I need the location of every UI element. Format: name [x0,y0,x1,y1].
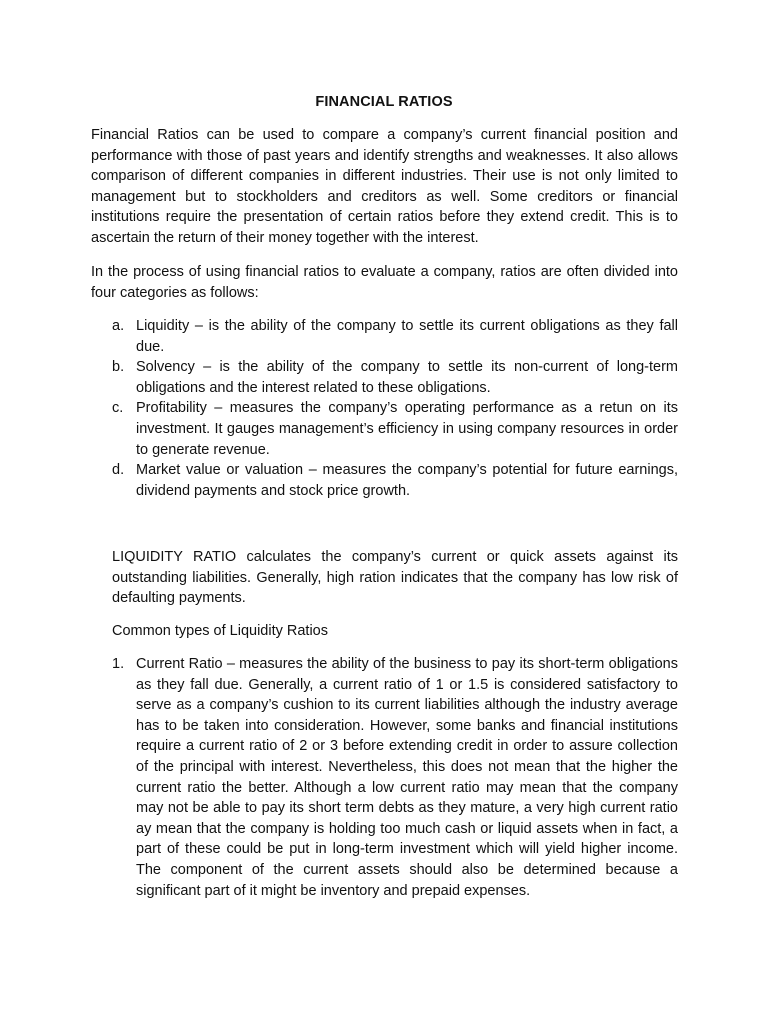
liquidity-types-list [112,654,678,901]
list-marker: a. [112,318,125,334]
list-item [112,316,678,357]
list-item [112,460,678,501]
list-item-text: Profitability – measures the company’s operating performance as a retun on its investment. It gauges management’s efficiency in using company resources in order to generate revenue. [136,400,678,458]
list-marker: d. [112,462,125,479]
liquidity-types-heading: Common types of Liquidity Ratios [112,623,328,639]
intro-paragraph: Financial Ratios can be used to compare a company’s current financial position and performance with those of past years and identify strengths and weaknesses. It also allows comparison of different companies in different industries. Their use is not only limited to management but to stockholders and creditors as well. Some creditors or financial institutions require the presentation of certain ratios before they extend credit. This is to ascertain the return of their money together with the interest. [91,127,678,246]
page-title: FINANCIAL RATIOS [315,94,453,110]
list-marker: c. [112,400,124,417]
list-item [112,357,678,398]
list-item [112,654,678,901]
list-item-text: Current Ratio – measures the ability of the business to pay its short-term obligations as they fall due. Generally, a current ratio of 1 or 1.5 is considered satisfactory to serve as a company’s cushion to its current liabilities although the industry average has to be taken into consideration. However, some banks and financial institutions require a current ratio of 2 or 3 before extending credit in order to assure collection of the principal with interest. Nevertheless, this does not mean that the higher the current ratio the better. Although a low current ratio may mean that the company may not be able to pay its short term debts as they mature, a very high current ratio ay mean that the company is holding too much cash or liquid assets when in fact, a part of these could be put in long-term investment which will yield higher income. The component of the current assets should also be determined because a significant part of it might be inventory and prepaid expenses. [136,656,678,899]
list-item [112,398,678,460]
liquidity-ratio-paragraph: LIQUIDITY RATIO calculates the company’s current or quick assets against its outstanding liabilities. Generally, high ration indicates that the company has low risk of defaulting payments. [112,549,678,607]
list-item-text: Market value or valuation – measures the company’s potential for future earnings, dividend payments and stock price growth. [136,462,678,499]
list-marker: 1. [112,656,125,672]
list-item-text: Liquidity – is the ability of the company to settle its current obligations as they fall due. [136,318,678,355]
list-item-text: Solvency – is the ability of the company to settle its non-current of long-term obligations and the interest related to these obligations. [136,359,678,396]
categories-intro-paragraph: In the process of using financial ratios to evaluate a company, ratios are often divided into four categories as follows: [91,264,678,301]
list-marker: b. [112,359,125,376]
categories-list [112,316,678,501]
